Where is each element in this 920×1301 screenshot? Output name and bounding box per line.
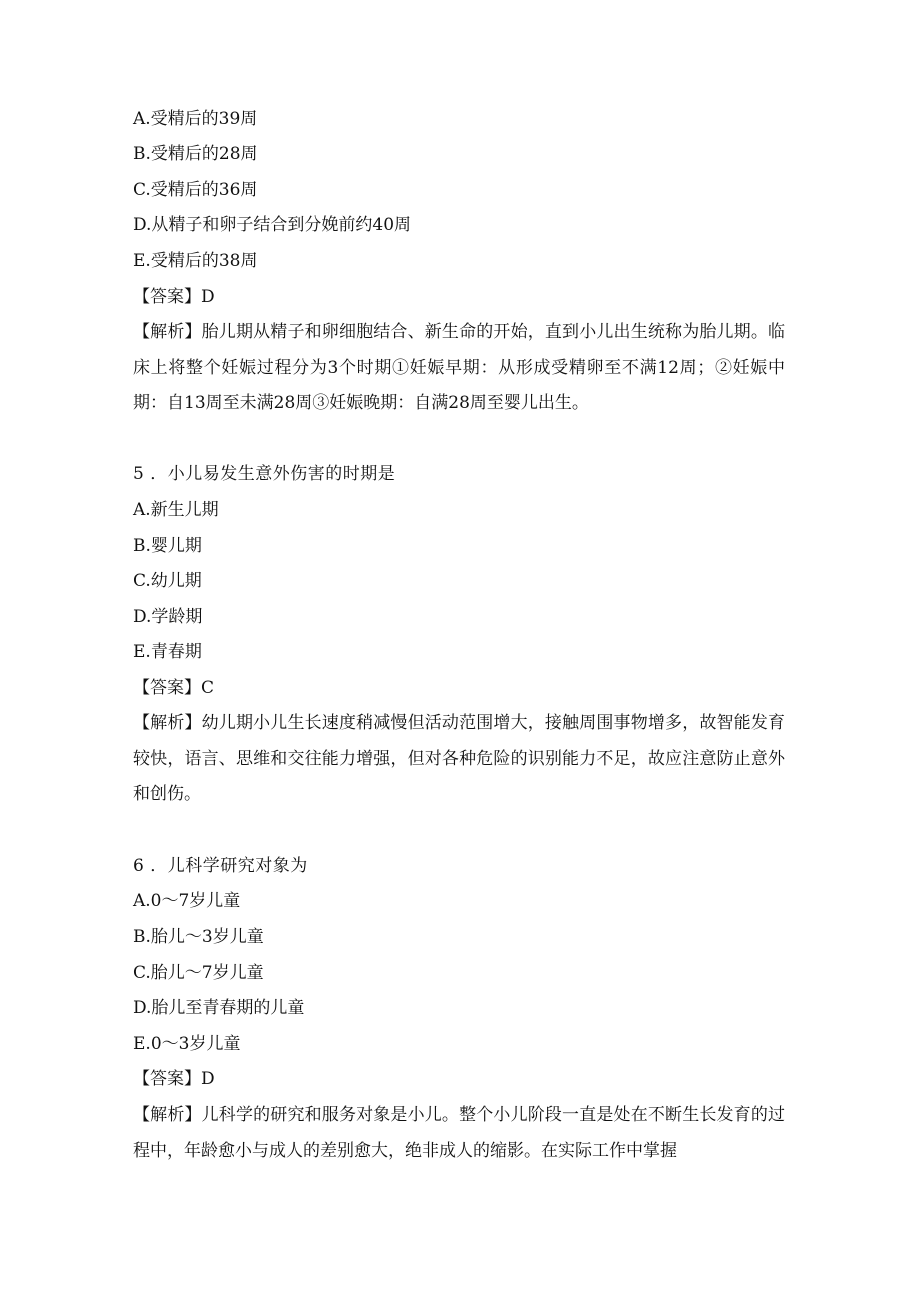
option-e: E.青春期 bbox=[133, 642, 202, 662]
option-c: C.受精后的36周 bbox=[133, 180, 258, 200]
answer-line: 【答案】D bbox=[133, 1069, 215, 1089]
option-a: A.受精后的39周 bbox=[133, 109, 258, 129]
option-e: E.0～3岁儿童 bbox=[133, 1034, 241, 1054]
option-d: D.胎儿至青春期的儿童 bbox=[133, 998, 305, 1018]
answer-line: 【答案】C bbox=[133, 678, 215, 698]
option-c: C.幼儿期 bbox=[133, 571, 202, 591]
option-a: A.0～7岁儿童 bbox=[133, 891, 241, 911]
analysis-paragraph: 【解析】幼儿期小儿生长速度稍减慢但活动范围增大，接触周围事物增多，故智能发育较快，语言、思维和交往能力增强，但对各种危险的识别能力不足，故应注意防止意外和创伤。 bbox=[133, 713, 785, 805]
option-d: D.从精子和卵子结合到分娩前约40周 bbox=[133, 215, 412, 235]
analysis-paragraph: 【解析】儿科学的研究和服务对象是小儿。整个小儿阶段一直是处在不断生长发育的过程中，年龄愈小与成人的差别愈大，绝非成人的缩影。在实际工作中掌握 bbox=[133, 1105, 785, 1161]
option-b: B.受精后的28周 bbox=[133, 144, 258, 164]
answer-line: 【答案】D bbox=[133, 287, 215, 307]
option-b: B.胎儿～3岁儿童 bbox=[133, 927, 264, 947]
analysis-paragraph: 【解析】胎儿期从精子和卵细胞结合、新生命的开始，直到小儿出生统称为胎儿期。临床上将整个妊娠过程分为3个时期①妊娠早期：从形成受精卵至不满12周；②妊娠中期：自13周至未满28周③妊娠晚期：自满28周至婴儿出生。 bbox=[133, 322, 785, 414]
option-a: A.新生儿期 bbox=[133, 500, 219, 520]
option-e: E.受精后的38周 bbox=[133, 251, 258, 271]
question-stem: 6 ．儿科学研究对象为 bbox=[133, 856, 308, 876]
option-c: C.胎儿～7岁儿童 bbox=[133, 963, 264, 983]
option-d: D.学龄期 bbox=[133, 607, 203, 627]
option-b: B.婴儿期 bbox=[133, 536, 202, 556]
question-stem: 5 ．小儿易发生意外伤害的时期是 bbox=[133, 464, 396, 484]
